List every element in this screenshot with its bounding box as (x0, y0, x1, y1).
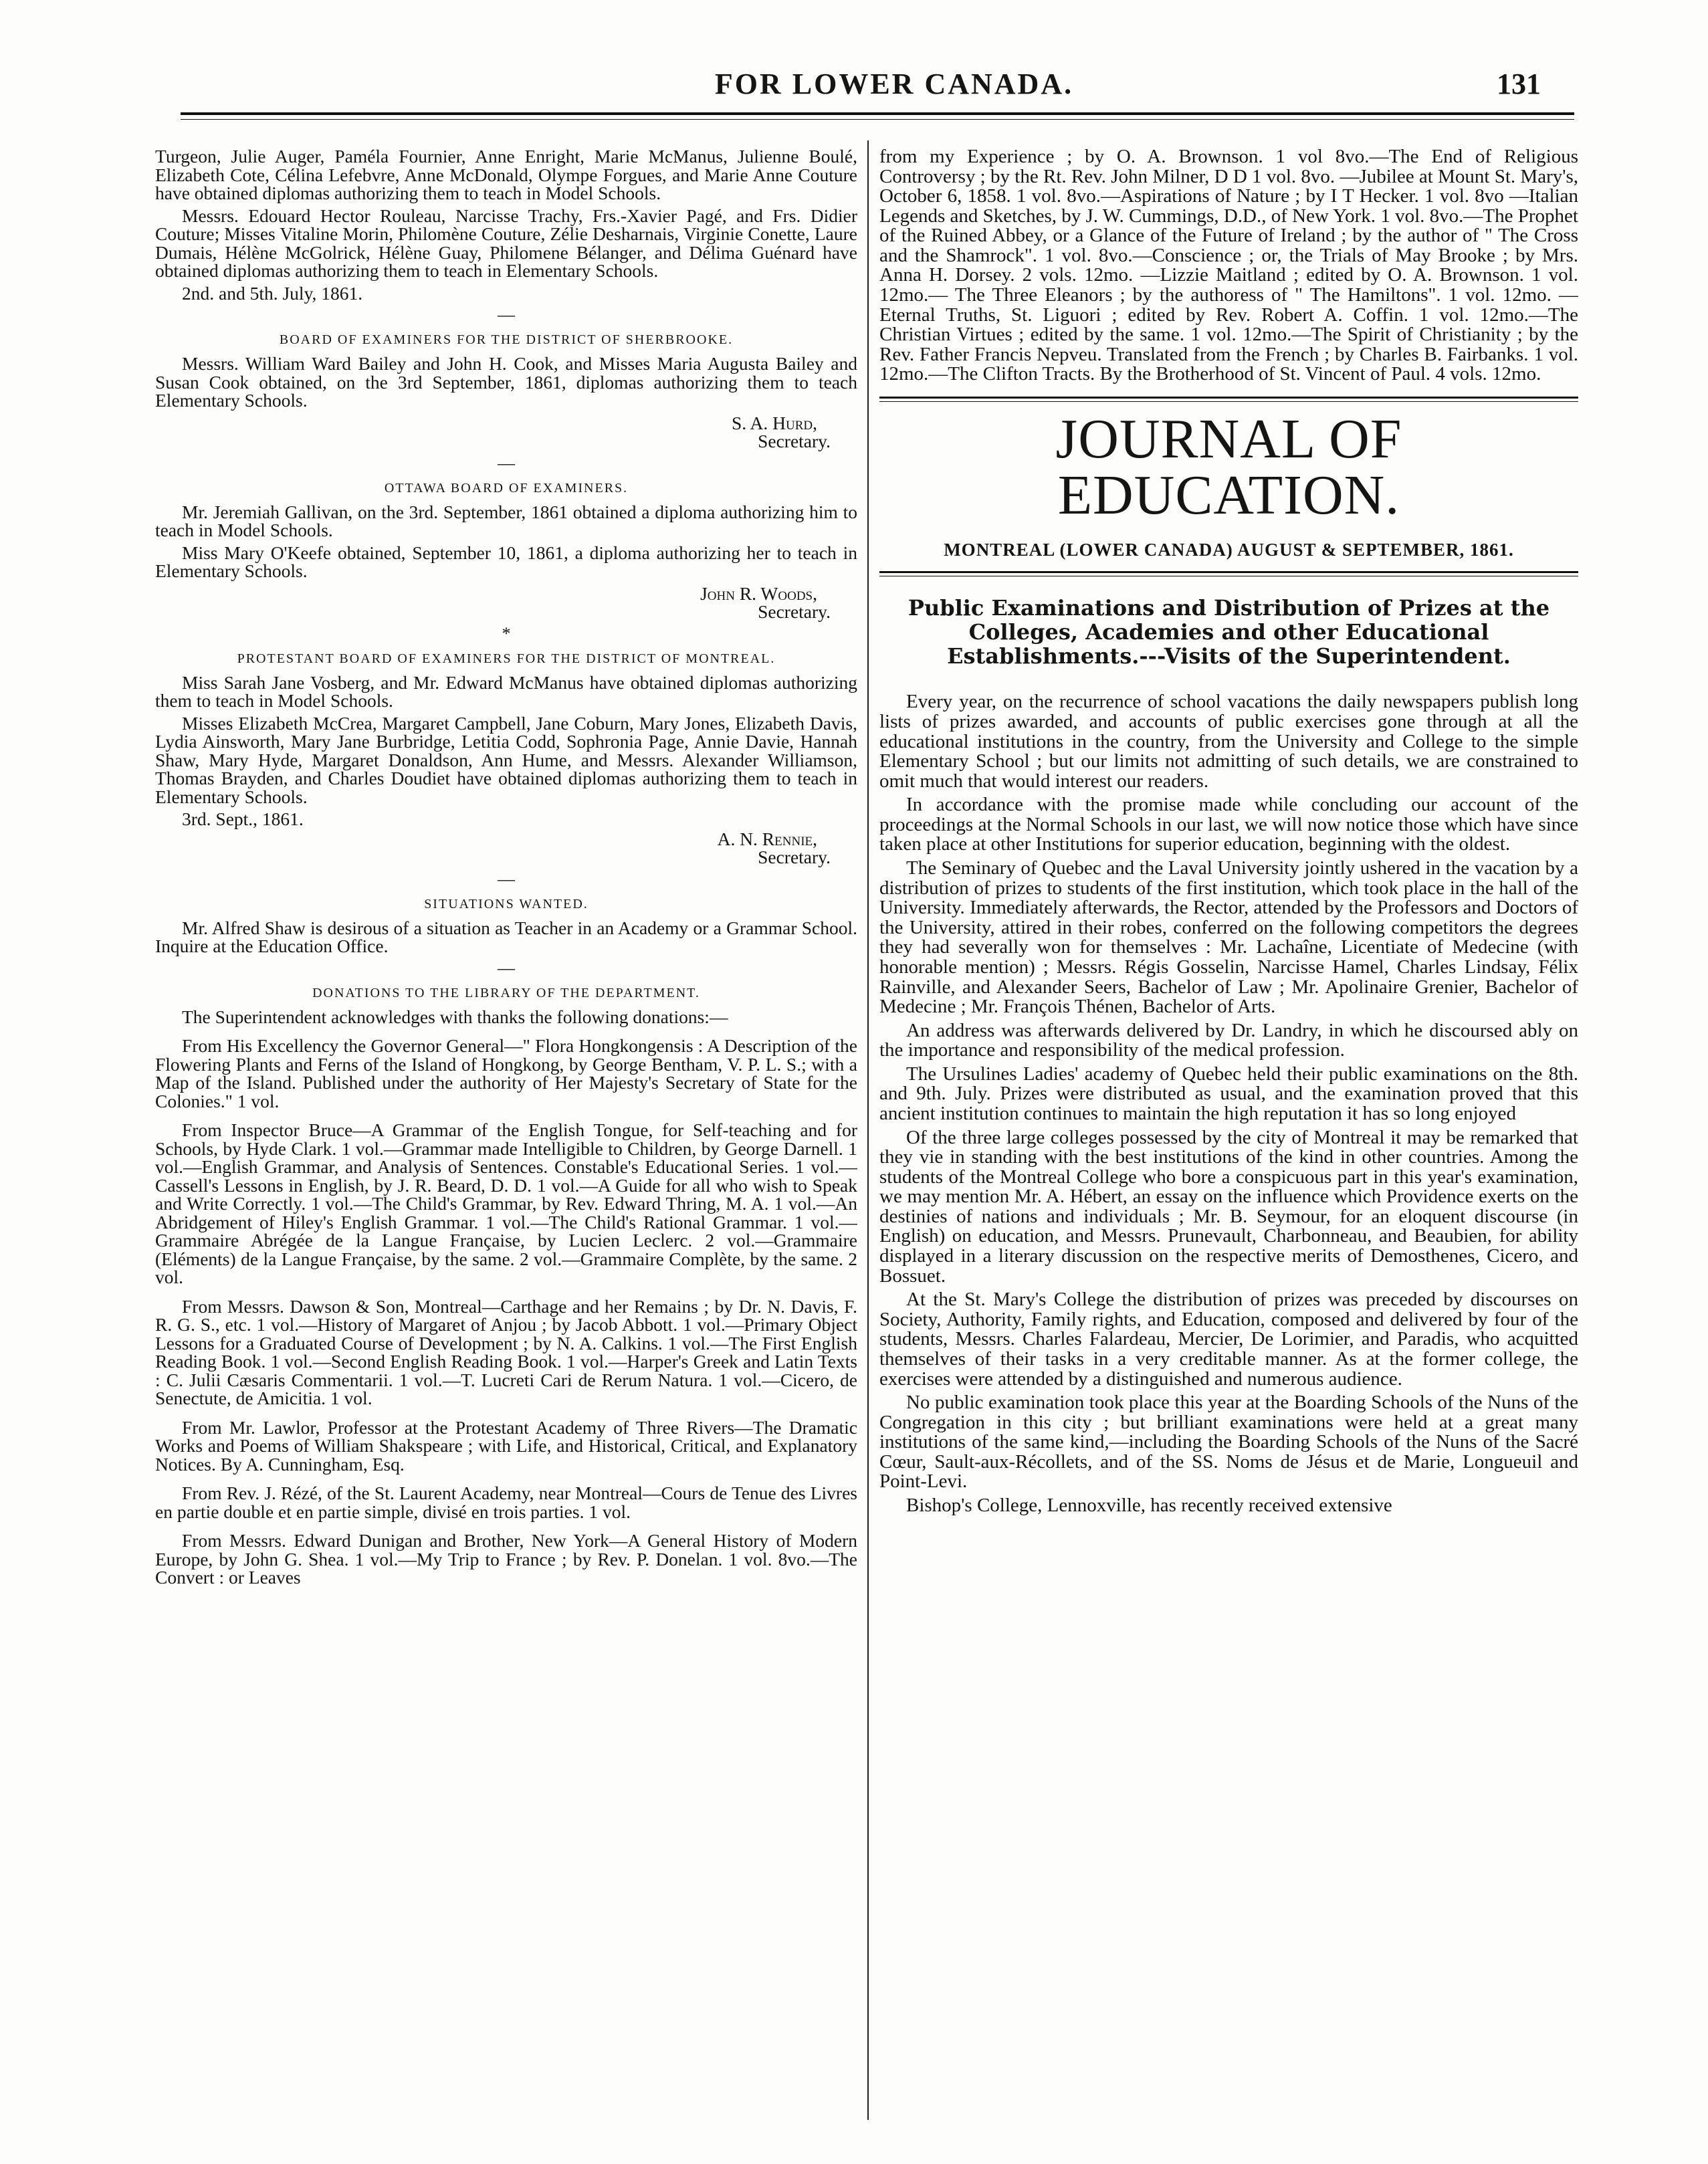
paragraph: Turgeon, Julie Auger, Paméla Fournier, Anne Enright, Marie McManus, Julienne Boulé, Elizabeth Cote, Célina Lefebvre, Anne McDonald, Olympe Forgues, and Marie Anne Couture have obtained diplomas authorizing them to teach in Model Schools. (155, 147, 857, 203)
masthead-rule (879, 571, 1578, 573)
separator-dash: — (498, 305, 515, 324)
page-number: 131 (1497, 68, 1541, 100)
column-divider (867, 140, 869, 2120)
paragraph: In accordance with the promise made while concluding our account of the proceedings at the Normal Schools in our last, we will now notice those which have since taken place at other Institutions for superior education, beginning with the oldest. (879, 794, 1578, 855)
signature-title: Secretary. (758, 847, 831, 867)
donation-entry: From Mr. Lawlor, Professor at the Protestant Academy of Three Rivers—The Dramatic Works and Poems of William Shakspeare ; with Life, and Historical, Critical, and Explanatory Notices. By A. Cunningham, Esq. (155, 1416, 857, 1475)
donation-entry: From Messrs. Edward Dunigan and Brother, New York—A General History of Modern Europe, by John G. Shea. 1 vol.—My Trip to France ; by Rev. P. Donelan. 1 vol. 8vo.—The Convert : or Leaves (155, 1530, 857, 1588)
running-title: FOR LOWER CANADA. (714, 68, 1074, 100)
signature-title: Secretary. (758, 601, 831, 622)
section-heading: PROTESTANT BOARD OF EXAMINERS FOR THE DISTRICT OF MONTREAL. (237, 651, 776, 666)
paragraph: The Superintendent acknowledges with thanks the following donations:— (182, 1006, 728, 1027)
paragraph: The Ursulines Ladies' academy of Quebec held their public examinations on the 8th. and 9th. July. Prizes were distributed as usual, and the examination proved that this ancient institution continues to maintain the high reputation it has so long enjoyed (879, 1063, 1578, 1124)
dateline: 2nd. and 5th. July, 1861. (182, 282, 363, 304)
running-head (167, 67, 1621, 107)
donation-entry: From His Excellency the Governor General—" Flora Hongkongensis : A Description of the Flowering Plants and Ferns of the Island of Hongkong, by George Bentham, V. P. L. S.; with a Map of the Island. Published under the authority of Her Majesty's Secretary of State for the Colonies." 1 vol. (155, 1035, 857, 1111)
paragraph: Of the three large colleges possessed by the city of Montreal it may be remarked that they vie in standing with the best institutions of the kind in other countries. Among the students of the Montreal College who bore a conspicuous part in this year's examination, we may mention Mr. A. Hébert, an essay on the influence which Providence exerts on the destinies of nations and individuals ; Mr. B. Seymour, for an eloquent discourse (in English) on education, and Messrs. Prunevault, Charbonneau, and Beaubien, for ability displayed in a literary discussion on the respective merits of Demosthenes, Cicero, and Bossuet. (879, 1126, 1578, 1287)
paragraph: Miss Mary O'Keefe obtained, September 10, 1861, a diploma authorizing her to teach in Elementary Schools. (155, 542, 857, 581)
separator-dash: — (498, 869, 515, 889)
separator-dash: — (498, 958, 515, 978)
paragraph: An address was afterwards delivered by Dr. Landry, in which he discoursed ably on the importance and responsibility of the medical profession. (879, 1019, 1578, 1061)
section-heading: BOARD OF EXAMINERS FOR THE DISTRICT OF SHERBROOKE. (279, 332, 734, 347)
masthead-rule (879, 397, 1578, 399)
paragraph: Messrs. Edouard Hector Rouleau, Narcisse Trachy, Frs.-Xavier Pagé, and Frs. Didier Couture; Misses Vitaline Morin, Philomène Couture, Zélie Desharnais, Virginie Conette, Laure Dumais, Hélène McGolrick, Hélène Guay, Philomene Bélanger, and Délima Guénard have obtained diplomas authorizing them to teach in Elementary Schools. (155, 205, 857, 281)
paragraph: Mr. Alfred Shaw is desirous of a situation as Teacher in an Academy or a Grammar School. Inquire at the Education Office. (155, 917, 857, 956)
signature: A. N. Rennie, (717, 828, 817, 849)
section-heading: DONATIONS TO THE LIBRARY OF THE DEPARTMENT. (312, 985, 700, 1000)
donation-entry: From Inspector Bruce—A Grammar of the English Tongue, for Self-teaching and for Schools, by Hyde Clark. 1 vol.—Grammar made Intelligible to Children, by George Darnell. 1 vol.—English Grammar, and Analysis of Sentences. Constable's Educational Series. 1 vol.—Cassell's Lessons in English, by J. R. Beard, D. D. 1 vol.—A Guide for all who wish to Speak and Write Correctly. 1 vol.—The Child's Grammar, by Rev. Edward Thring, M. A. 1 vol.—An Abridgement of Hiley's English Grammar. 1 vol.—The Child's Rational Grammar. 1 vol.—Grammaire Abrégée de la Langue Française, by Lucien Leclerc. 2 vol.—Grammaire (Eléments) de la Langue Française, by the same. 2 vol.—Grammaire Complète, by the same. 2 vol. (155, 1119, 857, 1287)
paragraph: Misses Elizabeth McCrea, Margaret Campbell, Jane Coburn, Mary Jones, Elizabeth Davis, Lydia Ainsworth, Mary Jane Burbridge, Letitia Codd, Sophronia Page, Annie Davie, Hannah Shaw, Mary Hyde, Margaret Donaldson, Ann Hume, and Messrs. Alexander Williamson, Thomas Brayden, and Charles Doudiet have obtained diplomas authorizing them to teach in Elementary Schools. (155, 712, 857, 807)
paragraph: The Seminary of Quebec and the Laval University jointly ushered in the vacation by a distribution of prizes to students of the first institution, which took place in the hall of the University. Immediately afterwards, the Rector, attended by the Professors and Doctors of the University, attired in their robes, conferred on the following competitors the degrees they had severally won for themselves : Mr. Lachaîne, Licentiate of Medecine (with honorable mention) ; Messrs. Régis Gosselin, Narcisse Hamel, Charles Lindsay, Félix Rainville, and Alexander Seers, Bachelor of Law ; Mr. Apolinaire Grenier, Bachelor of Medecine ; Mr. François Thénen, Bachelor of Arts. (879, 857, 1578, 1018)
separator-dash: — (498, 453, 515, 473)
right-column (879, 147, 1578, 2127)
paragraph: from my Experience ; by O. A. Brownson. 1 vol 8vo.—The End of Religious Controversy ; by the Rt. Rev. John Milner, D D 1 vol. 8vo. —Jubilee at Mount St. Mary's, October 6, 1858. 1 vol. 8vo.—Aspirations of Nature ; by I T Hecker. 1 vol. 8vo —Italian Legends and Sketches, by J. W. Cummings, D.D., of New York. 1 vol. 8vo.—The Prophet of the Ruined Abbey, or a Glance of the Future of Ireland ; by the author of " The Cross and the Shamrock". 1 vol. 8vo.—Conscience ; or, the Trials of May Brooke ; by Mrs. Anna H. Dorsey. 2 vols. 12mo. —Lizzie Maitland ; edited by O. A. Brownson. 1 vol. 12mo.— The Three Eleanors ; by the authoress of " The Hamiltons". 1 vol. 12mo. —Eternal Truths, St. Liguori ; edited by Rev. Robert A. Coffin. 1 vol. 12mo.—The Christian Virtues ; edited by the same. 1 vol. 12mo.—The Spirit of Christianity ; by the Rev. Father Francis Nepveu. Translated from the French ; by Charles B. Fairbanks. 1 vol. 12mo.—The Clifton Tracts. By the Brotherhood of St. Vincent of Paul. 4 vols. 12mo. (879, 147, 1578, 385)
dateline: 3rd. Sept., 1861. (182, 808, 304, 829)
signature: S. A. Hurd, (732, 412, 817, 433)
article-title: Public Examinations and Distribution of Prizes at the Colleges, Academies and other Educational Establishments.---Visits of the Superintendent. (908, 594, 1550, 669)
separator-star: * (502, 623, 511, 643)
donation-entry: From Messrs. Dawson & Son, Montreal—Carthage and her Remains ; by Dr. N. Davis, F. R. G. S., etc. 1 vol.—History of Margaret of Anjou ; by Jacob Abbott. 1 vol.—Primary Object Lessons for a Graduated Course of Development ; by N. A. Calkins. 1 vol.—The First English Reading Book. 1 vol.—Second English Reading Book. 1 vol.—Harper's Greek and Latin Texts : C. Julii Cæsaris Commentarii. 1 vol.—T. Lucreti Cari de Rerum Natura. 1 vol.—Cicero, de Senectute, de Amicitia. 1 vol. (155, 1295, 857, 1408)
paragraph: At the St. Mary's College the distribution of prizes was preceded by discourses on Society, Authority, Family rights, and Education, composed and delivered by four of the students, Messrs. Charles Falardeau, Mercier, De Lorimier, and Paradis, who acquitted themselves of their tasks in a very creditable manner. As at the former college, the exercises were attended by a distinguished and numerous audience. (879, 1289, 1578, 1390)
paragraph: Miss Sarah Jane Vosberg, and Mr. Edward McManus have obtained diplomas authorizing them to teach in Model Schools. (155, 671, 857, 711)
paragraph: No public examination took place this year at the Boarding Schools of the Nuns of the Congregation in this city ; but brilliant examinations were held at a great many institutions of the same kind,—including the Boarding Schools of the Nuns of the Sacré Cœur, Sault-aux-Récollets, and of the SS. Noms de Jésus et de Marie, Longueuil and Point-Levi. (879, 1392, 1578, 1493)
journal-dateline: MONTREAL (LOWER CANADA) AUGUST & SEPTEMBER, 1861. (944, 539, 1514, 560)
journal-title: JOURNAL OF EDUCATION. (1055, 407, 1402, 526)
paragraph: Messrs. William Ward Bailey and John H. Cook, and Misses Maria Augusta Bailey and Susan Cook obtained, on the 3rd September, 1861, diplomas authorizing them to teach Elementary Schools. (155, 353, 857, 411)
masthead-rule-thin (879, 401, 1578, 402)
header-rule (181, 112, 1574, 120)
section-heading: SITUATIONS WANTED. (424, 896, 589, 911)
paragraph: Mr. Jeremiah Gallivan, on the 3rd. September, 1861 obtained a diploma authorizing him to teach in Model Schools. (155, 501, 857, 540)
paragraph: Every year, on the recurrence of school vacations the daily newspapers publish long lists of prizes awarded, and accounts of public exercises gone through at all the educational institutions in the country, from the University and College to the simple Elementary School ; but our limits not admitting of such details, we are constrained to omit much that would interest our readers. (879, 691, 1578, 792)
signature: John R. Woods, (700, 582, 817, 604)
paragraph: Bishop's College, Lennoxville, has recently received extensive (906, 1494, 1392, 1516)
donation-entry: From Rev. J. Rézé, of the St. Laurent Academy, near Montreal—Cours de Tenue des Livres en partie double et en partie simple, divisé en trois parties. 1 vol. (155, 1483, 857, 1522)
section-heading: OTTAWA BOARD OF EXAMINERS. (384, 480, 629, 496)
left-column (155, 147, 857, 2127)
signature-title: Secretary. (758, 431, 831, 451)
